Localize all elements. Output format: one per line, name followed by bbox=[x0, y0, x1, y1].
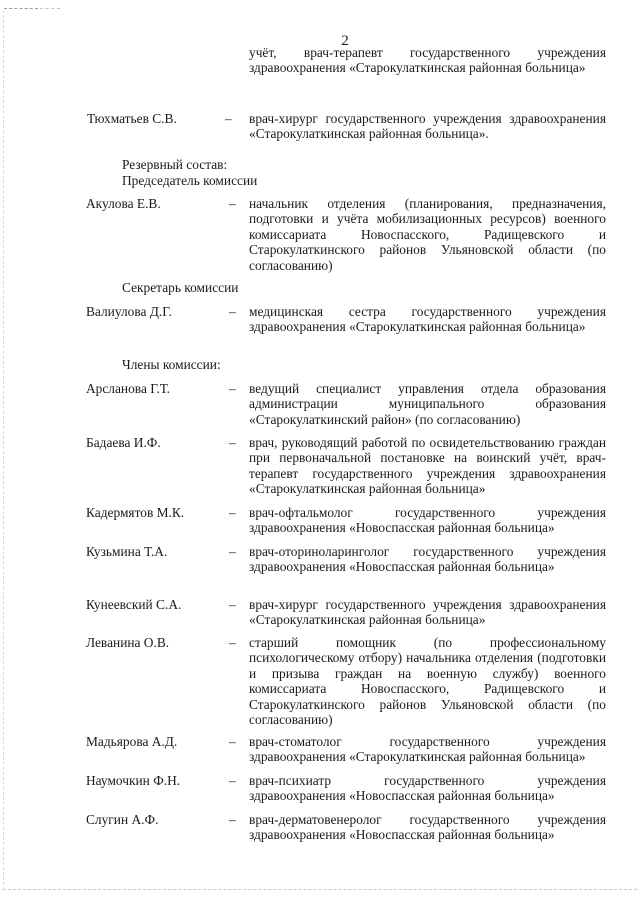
scan-edge-left bbox=[3, 10, 4, 890]
member-name: Мадьярова А.Д. bbox=[86, 734, 178, 749]
member-role: врач-стоматолог государственного учреждения здравоохранения «Старокулаткинская районная больница» bbox=[249, 734, 606, 765]
member-name: Кадермятов М.К. bbox=[86, 505, 185, 520]
secretary-role: медицинская сестра государственного учреждения здравоохранения «Старокулаткинская районная больница» bbox=[249, 304, 606, 335]
member-name: Леванина О.В. bbox=[86, 635, 170, 650]
member-role: врач-психиатр государственного учреждения здравоохранения «Новоспасская районная больница» bbox=[249, 773, 606, 804]
members-heading: Члены комиссии: bbox=[122, 357, 221, 372]
dash-separator: – bbox=[229, 505, 236, 520]
member-name: Тюхматьев С.В. bbox=[87, 111, 177, 126]
dash-separator: – bbox=[229, 635, 236, 650]
scan-edge-top bbox=[4, 8, 38, 9]
member-role: ведущий специалист управления отдела образования администрации муниципального образования «Старокулаткинский район» (по согласованию) bbox=[249, 381, 606, 427]
dash-separator: – bbox=[229, 734, 236, 749]
dash-separator: – bbox=[229, 304, 236, 319]
dash-separator: – bbox=[225, 111, 232, 126]
member-name: Наумочкин Ф.Н. bbox=[86, 773, 181, 788]
member-role: врач, руководящий работой по освидетельствованию граждан при первоначальной постановке на воинский учёт, врач-терапевт государственного учреждения здравоохранения «Старокулаткинская районная больница» bbox=[249, 435, 606, 497]
chair-role: начальник отделения (планирования, предназначения, подготовки и учёта мобилизационных ресурсов) военного комиссариата Новоспасского, Радищевского и Старокулаткинского районов Ульяновской области (по согласованию) bbox=[249, 196, 606, 273]
member-role: врач-хирург государственного учреждения здравоохранения «Старокулаткинская районная больница» bbox=[249, 597, 606, 628]
dash-separator: – bbox=[229, 196, 236, 211]
dash-separator: – bbox=[229, 812, 236, 827]
member-name: Бадаева И.Ф. bbox=[86, 435, 161, 450]
member-name: Слугин А.Ф. bbox=[86, 812, 159, 827]
chair-heading: Председатель комиссии bbox=[122, 173, 258, 188]
member-name: Кузьмина Т.А. bbox=[86, 544, 168, 559]
dash-separator: – bbox=[229, 773, 236, 788]
dash-separator: – bbox=[229, 544, 236, 559]
member-role: врач-оториноларинголог государственного учреждения здравоохранения «Новоспасская районная больница» bbox=[249, 544, 606, 575]
scan-edge-bottom bbox=[3, 889, 637, 890]
member-name: Кунеевский С.А. bbox=[86, 597, 182, 612]
member-name: Арсланова Г.Т. bbox=[86, 381, 170, 396]
page-number: 2 bbox=[341, 33, 349, 49]
secretary-heading: Секретарь комиссии bbox=[122, 280, 239, 295]
reserve-heading: Резервный состав: bbox=[122, 157, 228, 172]
dash-separator: – bbox=[229, 597, 236, 612]
member-role: врач-хирург государственного учреждения здравоохранения «Старокулаткинская районная больница». bbox=[249, 111, 606, 142]
scan-edge-top-2 bbox=[40, 8, 60, 9]
dash-separator: – bbox=[229, 381, 236, 396]
member-role: врач-офтальмолог государственного учреждения здравоохранения «Новоспасская районная больница» bbox=[249, 505, 606, 536]
chair-name: Акулова Е.В. bbox=[86, 196, 161, 211]
member-role: врач-дерматовенеролог государственного учреждения здравоохранения «Новоспасская районная больница» bbox=[249, 812, 606, 843]
member-role: старший помощник (по профессиональному психологическому отбору) начальника отделения (подготовки и призыва граждан на военную службу) военного комиссариата Новоспасского, Радищевского и Старокулаткинского районов Ульяновской области (по согласованию) bbox=[249, 635, 606, 728]
continuation-text: учёт, врач-терапевт государственного учреждения здравоохранения «Старокулаткинская районная больница» bbox=[249, 45, 606, 76]
dash-separator: – bbox=[229, 435, 236, 450]
secretary-name: Валиулова Д.Г. bbox=[86, 304, 172, 319]
